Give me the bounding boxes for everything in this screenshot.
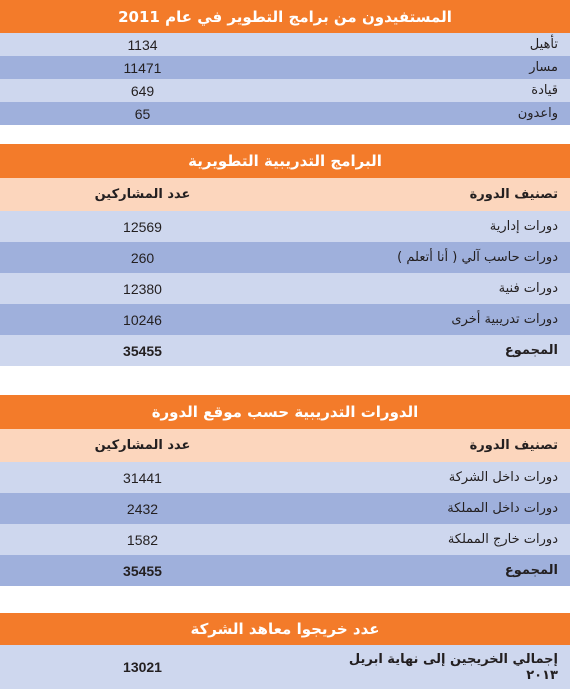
table-row <box>0 33 570 56</box>
row-value: 12380 <box>123 280 162 297</box>
development-programs-table <box>0 144 570 366</box>
courses-by-location-table <box>0 395 570 586</box>
row-value: 65 <box>134 105 151 122</box>
total-value: 35455 <box>123 342 162 359</box>
row-label: دورات خارج المملكة <box>447 532 558 547</box>
row-value: 2432 <box>126 500 159 517</box>
table-total-row <box>0 335 570 366</box>
column-header-category: تصنيف الدورة <box>469 438 558 453</box>
table-row <box>0 79 570 102</box>
row-value: 31441 <box>123 469 162 486</box>
column-header-participants: عدد المشاركين <box>94 187 191 202</box>
table-row <box>0 102 570 125</box>
total-label: المجموع <box>504 563 558 578</box>
total-label: المجموع <box>504 343 558 358</box>
row-label: دورات إدارية <box>489 219 558 234</box>
table-header-row <box>0 429 570 462</box>
row-value: 1582 <box>126 531 159 548</box>
graduates-value: 13021 <box>123 659 162 675</box>
graduates-label-line1: إجمالي الخريجين إلى نهاية ابريل <box>348 652 558 667</box>
table-row <box>0 242 570 273</box>
development-programs-title: البرامج التدريبية التطويرية <box>0 144 570 178</box>
beneficiaries-title: المستفيدون من برامج التطوير في عام 2011 <box>0 0 570 33</box>
row-value: 649 <box>130 82 155 99</box>
table-header-row <box>0 178 570 211</box>
row-label: دورات تدريبية أخرى <box>451 312 558 327</box>
graduates-label-line2: ٢٠١٣ <box>526 668 558 683</box>
table-row <box>0 645 570 689</box>
row-label: دورات فنية <box>498 281 558 296</box>
beneficiaries-table <box>0 0 570 125</box>
row-label: قيادة <box>531 83 558 98</box>
row-label: دورات داخل الشركة <box>448 470 558 485</box>
row-label: مسار <box>529 60 558 75</box>
graduates-label <box>285 650 570 684</box>
row-value: 11471 <box>123 59 162 76</box>
row-value: 12569 <box>123 218 162 235</box>
institute-graduates-title: عدد خريجوا معاهد الشركة <box>0 613 570 645</box>
row-value: 1134 <box>127 36 158 53</box>
table-row <box>0 273 570 304</box>
column-header-participants: عدد المشاركين <box>94 438 191 453</box>
table-row <box>0 304 570 335</box>
row-value: 10246 <box>123 311 162 328</box>
column-header-category: تصنيف الدورة <box>469 187 558 202</box>
table-row <box>0 56 570 79</box>
table-row <box>0 524 570 555</box>
row-label: تأهيل <box>529 37 558 52</box>
row-label: دورات داخل المملكة <box>447 501 558 516</box>
row-label: دورات حاسب آلي ( أنا أتعلم ) <box>397 250 558 265</box>
table-row <box>0 493 570 524</box>
institute-graduates-table <box>0 613 570 689</box>
table-row <box>0 462 570 493</box>
table-row <box>0 211 570 242</box>
row-label: واعدون <box>517 106 558 121</box>
row-value: 260 <box>130 249 155 266</box>
courses-by-location-title: الدورات التدريبية حسب موقع الدورة <box>0 395 570 429</box>
total-value: 35455 <box>123 562 162 579</box>
table-total-row <box>0 555 570 586</box>
